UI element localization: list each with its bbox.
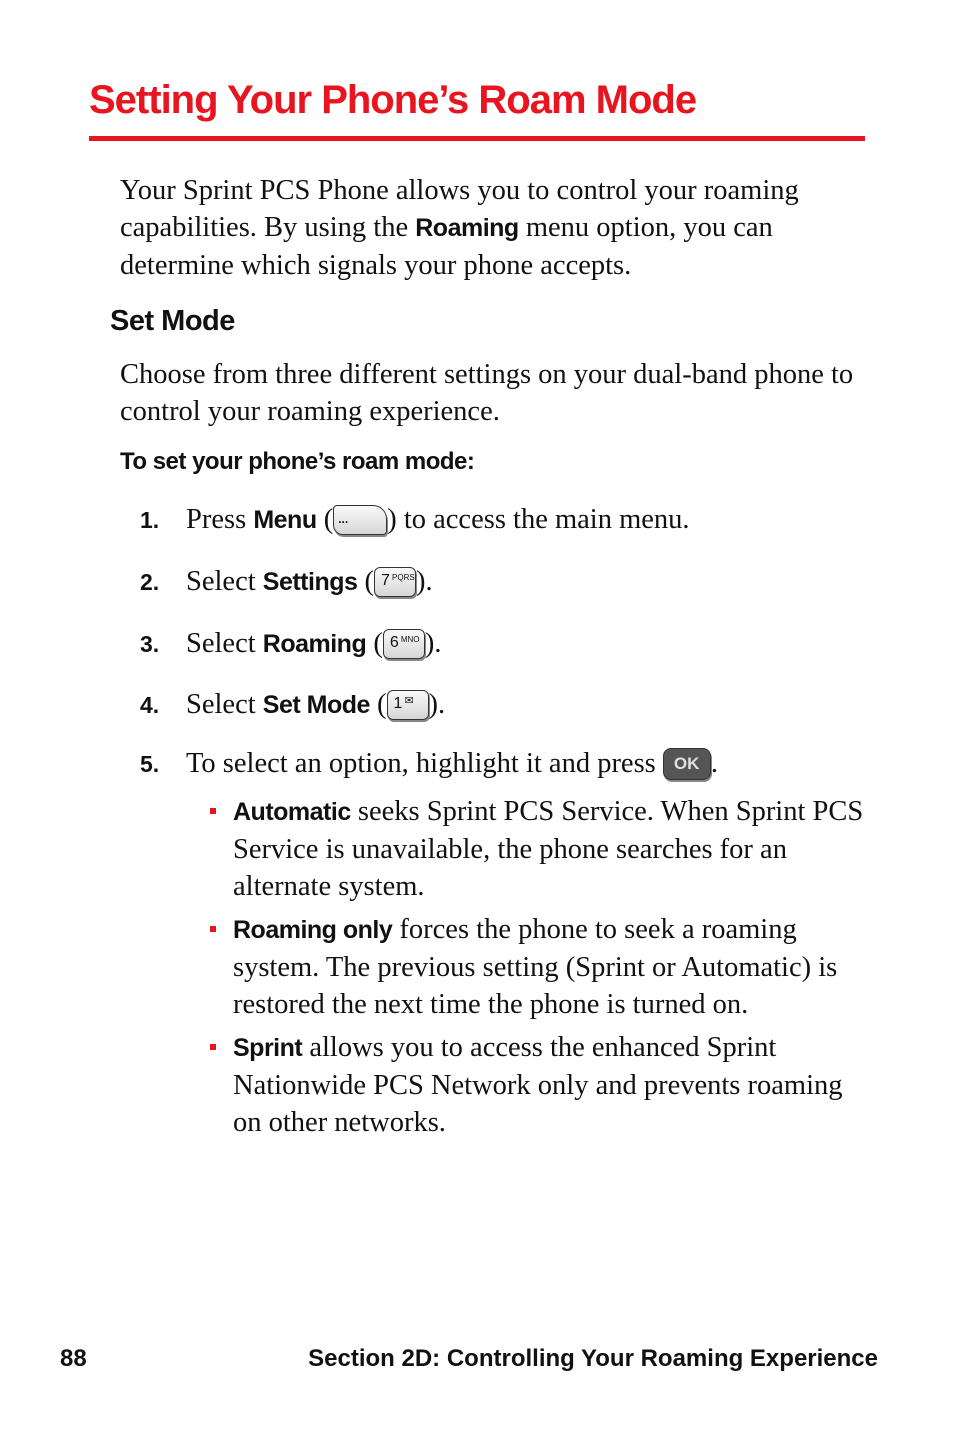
intro-text-before: Your Sprint PCS Phone allows you to control your roaming capabilities. By using the: [120, 175, 799, 243]
option-description: allows you to access the enhanced Sprint Nationwide PCS Network only and prevents roaming on other networks.: [233, 1032, 843, 1138]
step-keyword: Roaming: [262, 629, 367, 658]
option-keyword: Automatic: [233, 798, 351, 826]
envelope-icon: ✉: [404, 695, 414, 707]
step-text: [186, 689, 445, 721]
option-description: forces the phone to seek a roaming system. The previous setting (Sprint or Automatic) is restored the next time the phone is turned on.: [233, 914, 838, 1020]
key-6-icon: [383, 629, 425, 659]
section-title: Section 2D: Controlling Your Roaming Experience: [308, 1345, 878, 1372]
intro-paragraph: [120, 172, 880, 284]
bullet-icon: [210, 808, 216, 814]
step-number: 3.: [140, 630, 160, 657]
set-mode-description: Choose from three different settings on your dual-band phone to control your roaming experience.: [120, 359, 854, 427]
option-text: [233, 1029, 873, 1141]
key-7-icon: [374, 567, 416, 597]
step-keyword: Settings: [262, 567, 358, 596]
step-text: [186, 748, 718, 780]
intro-text-after: menu option, you can determine which signals your phone accepts.: [120, 212, 773, 281]
option-keyword: Roaming only: [233, 916, 393, 944]
set-mode-heading: Set Mode: [110, 305, 235, 337]
step-text-before: Select: [186, 628, 263, 659]
procedure-heading: To set your phone’s roam mode:: [120, 448, 475, 475]
step-number: 2.: [140, 568, 160, 595]
key-digit: 7: [381, 572, 390, 589]
step-5: [140, 744, 880, 784]
page-number: 88: [60, 1345, 87, 1372]
step-3: [140, 624, 880, 664]
step-text: [186, 504, 690, 536]
step-text-before: Press: [186, 504, 254, 535]
option-text: [233, 793, 873, 905]
key-digit: 6: [389, 634, 399, 651]
step-number: 4.: [140, 691, 160, 718]
option-keyword: Sprint: [233, 1034, 303, 1062]
option-text: [233, 911, 873, 1023]
step-text-after: ).: [424, 628, 442, 659]
step-paren-open: (: [366, 628, 383, 659]
menu-key-icon: [333, 505, 387, 535]
key-digit: 1: [393, 695, 403, 712]
ok-key-label: OK: [673, 754, 700, 773]
ok-key-icon: [663, 748, 711, 780]
key-letters: MNO: [400, 635, 420, 644]
step-text: [186, 566, 433, 598]
step-paren-open: (: [357, 566, 375, 597]
step-4: [140, 685, 880, 725]
key-letters: PQRS: [392, 573, 415, 582]
step-text-before: Select: [186, 689, 263, 720]
step-1: [140, 500, 880, 540]
step-paren-open: (: [316, 504, 334, 535]
step-text-before: To select an option, highlight it and press: [186, 748, 663, 779]
bullet-icon: [210, 1044, 216, 1050]
step-number: 1.: [140, 506, 160, 533]
step-text-after: ) to access the main menu.: [387, 504, 690, 535]
step-text: [186, 628, 441, 660]
step-text-after: .: [710, 748, 719, 779]
step-keyword: Set Mode: [262, 690, 370, 719]
menu-key-label: ...: [338, 512, 349, 526]
step-text-after: ).: [416, 566, 433, 597]
step-text-before: Select: [186, 566, 263, 597]
option-description: seeks Sprint PCS Service. When Sprint PCS Service is unavailable, the phone searches for an alternate system.: [233, 796, 864, 902]
step-text-after: ).: [428, 689, 446, 720]
page-title: Setting Your Phone’s Roam Mode: [89, 78, 697, 122]
key-1-icon: [387, 690, 429, 720]
intro-keyword: Roaming: [415, 214, 519, 242]
step-2: [140, 562, 880, 602]
step-keyword: Menu: [253, 505, 317, 534]
step-number: 5.: [140, 750, 160, 777]
bullet-icon: [210, 926, 216, 932]
title-rule: [89, 136, 865, 141]
step-paren-open: (: [369, 689, 387, 720]
